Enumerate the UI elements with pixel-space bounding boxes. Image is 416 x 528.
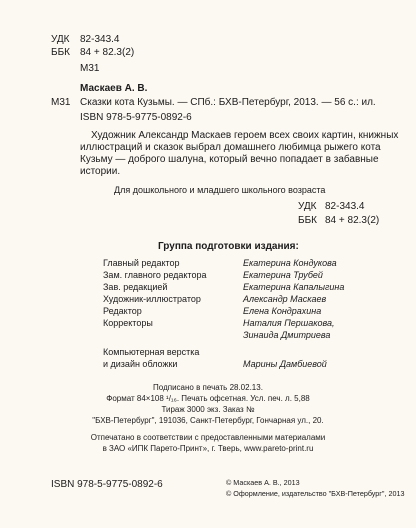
printer-line: Отпечатано в соответствии с предоставленными материалами xyxy=(90,433,326,442)
udk-label: УДК xyxy=(51,34,70,45)
udk-label-repeat: УДК xyxy=(298,201,317,212)
footer-isbn: ISBN 978-5-9775-0892-6 xyxy=(51,479,163,490)
imprint-line: Тираж 3000 экз. Заказ № xyxy=(161,405,255,414)
author-heading: Маскаев А. В. xyxy=(80,83,148,94)
left-sign: М31 xyxy=(51,97,71,108)
team-role: Художник-иллюстратор xyxy=(103,294,201,304)
team-name: Наталия Першакова, xyxy=(243,318,335,328)
footer-copyright: © Оформление, издательство "БХВ-Петербург", 2013 xyxy=(226,489,405,498)
imprint-line: Подписано в печать 28.02.13. xyxy=(153,383,263,392)
team-name: Екатерина Капалыгина xyxy=(243,282,345,292)
footer-copyright: © Маскаев А. В., 2013 xyxy=(226,478,300,487)
team-name: Александр Маскаев xyxy=(243,294,327,304)
team-name: Екатерина Кондукова xyxy=(243,258,337,268)
bbk-value: 84 + 82.3(2) xyxy=(80,47,135,58)
author-sign: М31 xyxy=(80,63,100,74)
isbn-line: ISBN 978-5-9775-0892-6 xyxy=(80,112,192,123)
team-role: Компьютерная верстка xyxy=(103,347,200,357)
annotation-line: истории. xyxy=(80,166,121,177)
printer-line: в ЗАО «ИПК Парето-Принт», г. Тверь, www.pareto-print.ru xyxy=(102,444,314,453)
udk-value-repeat: 82-343.4 xyxy=(325,201,365,212)
team-role: Зам. главного редактора xyxy=(103,270,207,280)
imprint-line: Формат 84×108 ¹/₁₆. Печать офсетная. Усл. печ. л. 5,88 xyxy=(106,394,310,403)
annotation-line: Художник Александр Маскаев героем всех своих картин, книжных xyxy=(91,130,399,141)
team-role: Корректоры xyxy=(103,318,153,328)
imprint-line: "БХВ-Петербург", 191036, Санкт-Петербург, Гончарная ул., 20. xyxy=(92,416,324,425)
team-role: и дизайн обложки xyxy=(103,359,178,369)
team-name: Марины Дамбиевой xyxy=(243,359,327,369)
team-role: Редактор xyxy=(103,306,142,316)
team-role: Главный редактор xyxy=(103,258,180,268)
team-role: Зав. редакцией xyxy=(103,282,168,292)
audience-line: Для дошкольного и младшего школьного возраста xyxy=(114,185,326,195)
team-name: Елена Кондрахина xyxy=(243,306,322,316)
annotation-line: иллюстраций и сказок выбрал домашнего любимца рыжего кота xyxy=(80,142,381,153)
bbk-label-repeat: ББК xyxy=(298,215,317,226)
bibliographic-line: Сказки кота Кузьмы. — СПб.: БХВ-Петербург, 2013. — 56 с.: ил. xyxy=(80,97,376,108)
bbk-value-repeat: 84 + 82.3(2) xyxy=(325,215,380,226)
annotation-line: Кузьму — доброго шалуна, который вечно попадает в забавные xyxy=(80,154,379,165)
team-name: Зинаида Дмитриева xyxy=(243,330,331,340)
udk-value: 82-343.4 xyxy=(80,34,120,45)
team-heading: Группа подготовки издания: xyxy=(158,241,299,252)
team-name: Екатерина Трубей xyxy=(243,270,323,280)
bbk-label: ББК xyxy=(51,47,70,58)
